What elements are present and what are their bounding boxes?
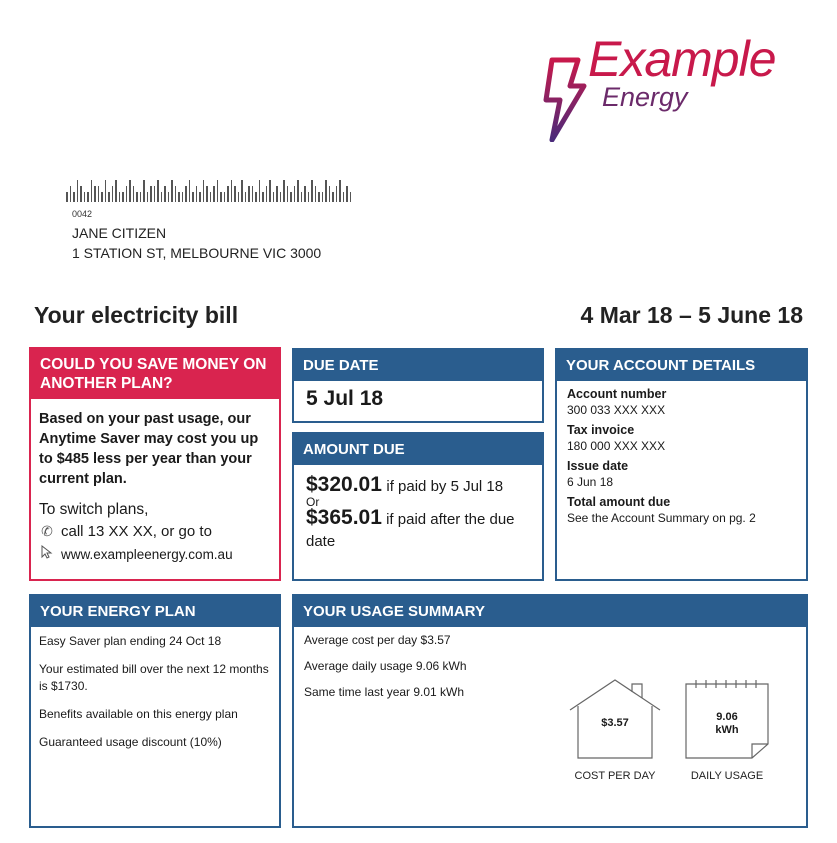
barcode-bar [178,192,180,202]
amount-on-time-text: if paid by 5 Jul 18 [386,478,504,495]
or-text: Or [306,495,320,509]
barcode-bar [325,180,327,202]
lightning-icon [538,56,590,142]
total-amount-value: See the Account Summary on pg. 2 [567,511,756,525]
barcode-bar [213,186,215,202]
barcode-bar [238,192,240,202]
daily-icon-number: 9.06 [716,711,738,723]
phone-icon: ✆ [41,523,53,539]
barcode-bar [77,180,79,202]
barcode-bar [301,192,303,202]
save-money-message: Based on your past usage, our Anytime Saver may cost you up to $485 less per year than your current plan. [39,411,259,487]
barcode-bar [315,186,317,202]
bill-period: 4 Mar 18 – 5 June 18 [580,302,803,328]
cursor-icon [39,543,55,566]
barcode-bar [157,180,159,202]
barcode-bar [252,186,254,202]
barcode-bar [294,186,296,202]
barcode-bar [164,186,166,202]
barcode-bar [136,192,138,202]
usage-line: Average cost per day $3.57 [304,633,451,647]
barcode-bar [346,186,348,202]
call-row [39,520,271,543]
barcode-bar [112,186,114,202]
barcode-bar [196,186,198,202]
barcode-bar [350,192,352,202]
barcode-bar [119,192,121,202]
barcode-bar [210,192,212,202]
barcode-bar [224,192,226,202]
amount-due-heading: AMOUNT DUE [294,434,542,465]
logo-wordmark: Example [588,31,776,87]
due-date-panel [292,348,544,423]
barcode-bar [329,186,331,202]
barcode-bar [220,192,222,202]
barcode-bar [94,186,96,202]
plan-line: Easy Saver plan ending 24 Oct 18 [39,634,222,648]
usage-line: Average daily usage 9.06 kWh [304,659,467,673]
recipient-code: 0042 [72,209,93,219]
barcode-bar [80,186,82,202]
barcode-bar [234,186,236,202]
barcode-bar [87,192,89,202]
barcode-bar [276,186,278,202]
plan-line: Guaranteed usage discount (10%) [39,735,222,749]
amount-on-time: $320.01 [306,473,382,496]
due-date-heading: DUE DATE [294,350,542,381]
barcode-bar [66,192,68,202]
recipient-street: 1 STATION ST, MELBOURNE VIC 3000 [72,245,322,261]
barcode-bar [339,180,341,202]
barcode-bar [336,186,338,202]
daily-icon-value [700,711,754,737]
barcode-bar [297,180,299,202]
daily-icon-label: DAILY USAGE [690,770,764,782]
call-text: call 13 XX XX, or go to [61,523,212,540]
barcode-bar [140,192,142,202]
barcode-bar [70,186,72,202]
barcode-bar [185,186,187,202]
barcode-bar [175,186,177,202]
energy-plan-panel [29,594,281,828]
account-details-panel [555,348,808,581]
brand-logo [538,28,818,148]
barcode-bar [259,180,261,202]
energy-plan-heading: YOUR ENERGY PLAN [31,596,279,627]
bill-title: Your electricity bill [34,302,239,328]
account-details-heading: YOUR ACCOUNT DETAILS [557,350,806,381]
barcode-bar [150,186,152,202]
amount-due-panel [292,432,544,581]
barcode-bar [143,180,145,202]
tax-invoice-label: Tax invoice [567,423,635,437]
barcode-bar [108,192,110,202]
barcode-bar [266,186,268,202]
account-number-value: 300 033 XXX XXX [567,403,666,417]
barcode-bar [171,180,173,202]
barcode-bar [241,180,243,202]
website-link[interactable]: www.exampleenergy.com.au [61,547,233,562]
issue-date-label: Issue date [567,459,629,473]
barcode-bar [343,192,345,202]
logo-subwordmark: Energy [602,82,688,112]
barcode-bar [287,186,289,202]
due-date-value: 5 Jul 18 [306,387,384,410]
barcode-bar [182,192,184,202]
tax-invoice-value: 180 000 XXX XXX [567,439,666,453]
plan-line: Your estimated bill over the next 12 months is $1730. [39,662,269,693]
barcode-bar [168,192,170,202]
save-money-heading: COULD YOU SAVE MONEY ON ANOTHER PLAN? [31,349,279,399]
total-amount-label: Total amount due [567,495,671,509]
barcode-bar [129,180,131,202]
barcode-bar [290,192,292,202]
recipient-name: JANE CITIZEN [72,225,167,241]
barcode-bar [283,180,285,202]
barcode-bar [273,192,275,202]
recipient-address [72,209,321,263]
daily-icon-unit: kWh [715,724,739,736]
barcode-bar [332,192,334,202]
postal-barcode [66,178,386,202]
barcode-bar [217,180,219,202]
barcode-bar [115,180,117,202]
barcode-bar [91,180,93,202]
issue-date-value: 6 Jun 18 [567,475,614,489]
save-money-panel [29,347,281,581]
barcode-bar [308,192,310,202]
barcode-bar [280,192,282,202]
switch-plans-text: To switch plans, [39,501,149,518]
barcode-bar [161,192,163,202]
barcode-bar [245,192,247,202]
barcode-bar [231,180,233,202]
barcode-bar [192,192,194,202]
barcode-bar [73,192,75,202]
plan-line: Benefits available on this energy plan [39,707,238,721]
barcode-bar [304,186,306,202]
cost-icon-value: $3.57 [601,717,629,729]
barcode-bar [322,192,324,202]
barcode-bar [154,186,156,202]
barcode-bar [227,186,229,202]
barcode-bar [203,180,205,202]
account-number-label: Account number [567,387,667,401]
barcode-bar [199,192,201,202]
barcode-bar [126,186,128,202]
usage-line: Same time last year 9.01 kWh [304,685,465,699]
barcode-bar [255,192,257,202]
barcode-bar [101,192,103,202]
barcode-bar [133,186,135,202]
barcode-bar [311,180,313,202]
barcode-bar [262,192,264,202]
barcode-bar [318,192,320,202]
amount-late-text: if paid after the due date [306,511,515,550]
barcode-bar [98,186,100,202]
barcode-bar [84,192,86,202]
barcode-bar [105,180,107,202]
barcode-bar [269,180,271,202]
cost-icon-label: COST PER DAY [574,770,656,782]
website-row[interactable] [39,543,271,566]
barcode-bar [248,186,250,202]
barcode-bar [206,186,208,202]
amount-late: $365.01 [306,506,382,529]
barcode-bar [147,192,149,202]
usage-summary-heading: YOUR USAGE SUMMARY [294,596,806,627]
barcode-bar [189,180,191,202]
barcode-bar [122,192,124,202]
